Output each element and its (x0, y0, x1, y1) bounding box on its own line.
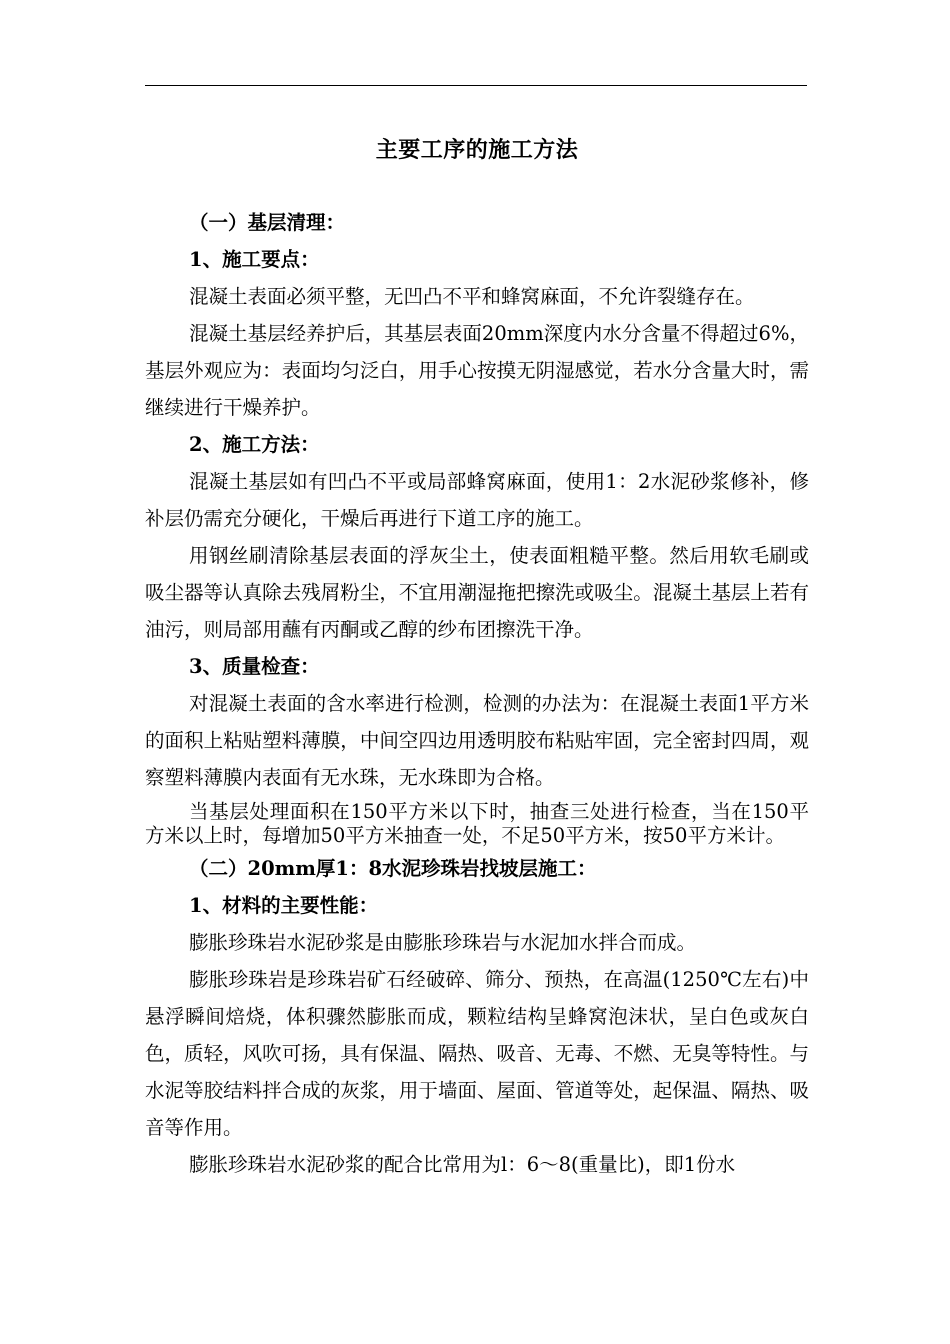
section-2-sub-1-paragraph-3: 膨胀珍珠岩水泥砂浆的配合比常用为l：6～8(重量比)，即1份水 (189, 1153, 736, 1176)
section-1-sub-3-heading: 3、质量检查： (189, 655, 320, 678)
header-rule (145, 85, 807, 86)
section-1-heading: （一）基层清理： (189, 211, 346, 234)
section-1-sub-2-paragraph-2: 用钢丝刷清除基层表面的浮灰尘土，使表面粗糙平整。然后用软毛刷或吸尘器等认真除去残屑粉尘，不宜用潮湿拖把擦洗或吸尘。混凝土基层上若有油污，则局部用蘸有丙酮或乙醇的纱布团擦洗干净。 (145, 544, 809, 641)
page-title: 主要工序的施工方法 (375, 137, 579, 163)
section-2-sub-1-paragraph-2: 膨胀珍珠岩是珍珠岩矿石经破碎、筛分、预热，在高温(1250℃左右)中悬浮瞬间焙烧，体积骤然膨胀而成，颗粒结构呈蜂窝泡沫状，呈白色或灰白色，质轻，风吹可扬，具有保温、隔热、吸音、无毒、不燃、无臭等特性。与水泥等胶结料拌合成的灰浆，用于墙面、屋面、管道等处，起保温、隔热、吸音等作用。 (145, 968, 809, 1139)
document-body (145, 128, 809, 1183)
section-1-sub-1-heading: 1、施工要点： (189, 248, 320, 271)
section-1-sub-1-paragraph-1: 混凝土表面必须平整，无凹凸不平和蜂窝麻面，不允许裂缝存在。 (189, 285, 755, 308)
section-2-heading: （二）20mm厚1：8水泥珍珠岩找坡层施工： (189, 857, 597, 880)
section-1-sub-2-paragraph-1: 混凝土基层如有凹凸不平或局部蜂窝麻面，使用1：2水泥砂浆修补，修补层仍需充分硬化，干燥后再进行下道工序的施工。 (145, 470, 809, 530)
section-1-sub-1-paragraph-2: 混凝土基层经养护后，其基层表面20mm深度内水分含量不得超过6%，基层外观应为：表面均匀泛白，用手心按摸无阴湿感觉，若水分含量大时，需继续进行干燥养护。 (145, 322, 809, 419)
section-1-sub-3-paragraph-1: 对混凝土表面的含水率进行检测，检测的办法为：在混凝土表面1平方米的面积上粘贴塑料薄膜，中间空四边用透明胶布粘贴牢固，完全密封四周，观察塑料薄膜内表面有无水珠，无水珠即为合格。 (145, 692, 809, 789)
section-2-sub-1-paragraph-1: 膨胀珍珠岩水泥砂浆是由膨胀珍珠岩与水泥加水拌合而成。 (189, 931, 697, 954)
title-spacer (145, 172, 809, 204)
section-1-sub-2-heading: 2、施工方法： (189, 433, 320, 456)
section-2-sub-1-heading: 1、材料的主要性能： (189, 894, 379, 917)
section-1-sub-3-paragraph-2: 当基层处理面积在150平方米以下时，抽查三处进行检查，当在150平方米以上时，每增加50平方米抽查一处，不足50平方米，按50平方米计。 (145, 800, 809, 847)
